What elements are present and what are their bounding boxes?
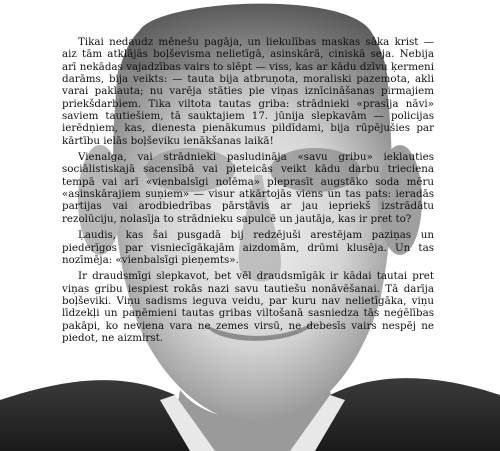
- article-text: [62, 36, 434, 348]
- paragraph-1: Tikai nedaudz mēnešu pagāja, un liekulības maskas sāka krist — aiz tām atklājās boļševisma nelietīgā, asinskārā, ciniskā seja. Nebija arī nekādas vajadzības vairs to slēpt — viss, kas ar kādu dzīvu ķermeni darāms, bija veikts: — tauta bija atbruņota, moraliski pazemota, akli varai paklauta; nu varēja stāties pie viņas iznīcināšanas pirmajiem priekšdarbiem. Tika viltota tautas griba: strādnieki «prasīja nāvi» saviem tautiešiem, tā sauktajiem 17. jūnija slepkavām — policijas ierēdņiem, kas, dienesta pienākumus pildīdami, bija rūpējušies par kārtību ielās boļševiku ienākšanas laikā!: [62, 36, 434, 147]
- paragraph-4: Ir draudsmīgi slepkavot, bet vēl draudsmīgāk ir kādai tautai pret viņas gribu iespiest rokās nazi savu tautiešu nonāvēšanai. Tā darīja boļševiki. Viņu sadisms ieguva veidu, par kuru nav nelietīgāka, viņu līdzekļi un paņēmieni tautas gribas viltošanā sasniedza tās neģēlības pakāpi, ko neviena vara ne zemes virsū, ne debesīs vairs nespēj ne piedot, ne aizmirst.: [62, 270, 434, 344]
- paragraph-3: Ļaudis, kas šai pusgadā bij redzējuši arestējam paziņas un piederīgos par visniecīgākajām aizdomām, drūmi klusēja. Un tas nozīmēja: «vienbalsīgi pieņemts».: [62, 229, 434, 266]
- paragraph-2: Vienalga, vai strādnieki pasludināja «savu gribu» ieklauties sociālistiskajā sacensībā vai pieteicās veikt kādu darbu trieciena tempā vai arī «vienbalsīgi nolēma» pieprasīt augstāko soda mēru «asinskārajiem suņiem» — visur atkārtojās viens un tas pats: ieradās partijas vai arodbiedrības pārstāvis ar jau iepriekš izstrādātu rezolūciju, nolasīja to strādnieku sapulcē un jautāja, kas ir pret to?: [62, 151, 434, 225]
